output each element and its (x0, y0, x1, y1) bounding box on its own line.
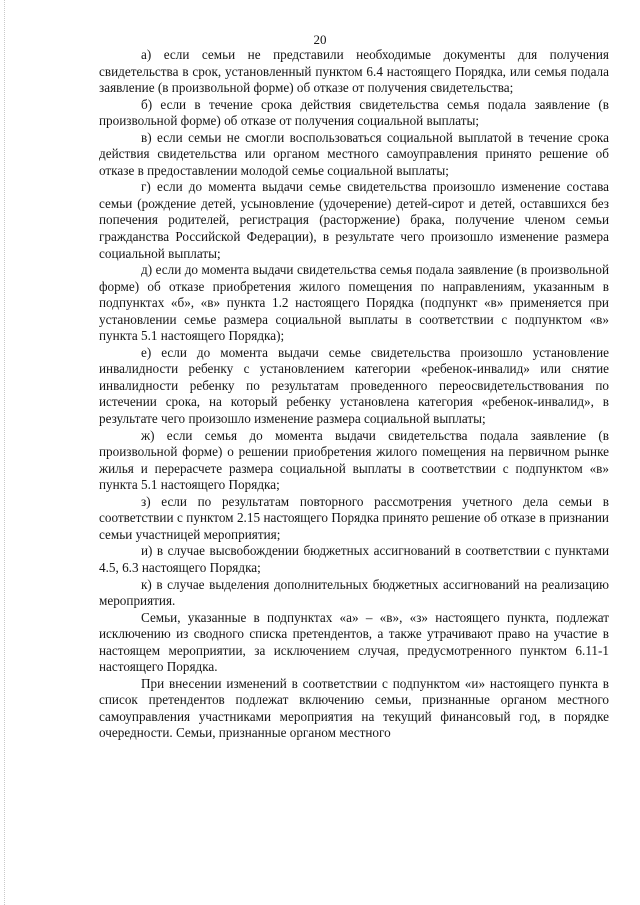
scan-edge-line (4, 0, 5, 905)
paragraph-inclusion-note: При внесении изменений в соответствии с подпунктом «и» настоящего пункта в список претендентов подлежат включению семьи, признанные органом местного самоуправления участниками мероприятия на текущий финансовый год, в порядке очередности. Семьи, признанные органом местного (99, 675, 609, 741)
paragraph-exclusion-note: Семьи, указанные в подпунктах «а» – «в», «з» настоящего пункта, подлежат исключению из сводного списка претендентов, а также утрачивают право на участие в настоящем мероприятии, за исключением случая, предусмотренного пунктом 6.11-1 настоящего Порядка. (99, 609, 609, 675)
paragraph-e: е) если до момента выдачи семье свидетельства произошло установление инвалидности ребенку с установлением категории «ребенок-инвалид» или снятие инвалидности ребенку по результатам проведенного переосвидетельствования по истечении срока, на который ребенку установлена категория «ребенок-инвалид», в результате чего произошло изменение размера социальной выплаты; (99, 344, 609, 427)
paragraph-b: б) если в течение срока действия свидетельства семья подала заявление (в произвольной форме) об отказе от получения социальной выплаты; (99, 96, 609, 129)
paragraph-z: з) если по результатам повторного рассмотрения учетного дела семьи в соответствии с пунктом 2.15 настоящего Порядка принято решение об отказе в признании семьи участницей мероприятия; (99, 493, 609, 542)
paragraph-k: к) в случае выделения дополнительных бюджетных ассигнований на реализацию мероприятия. (99, 576, 609, 609)
paragraph-a: а) если семьи не представили необходимые документы для получения свидетельства в срок, установленный пунктом 6.4 настоящего Порядка, или семья подала заявление (в произвольной форме) об отказе от получения свидетельства; (99, 47, 609, 96)
paragraph-zh: ж) если семья до момента выдачи свидетельства подала заявление (в произвольной форме) о решении приобретения жилого помещения на первичном рынке жилья и перерасчете размера социальной выплаты в соответствии с подпунктом «в» пункта 5.1 настоящего Порядка; (99, 427, 609, 493)
paragraph-g: г) если до момента выдачи семье свидетельства произошло изменение состава семьи (рождение детей, усыновление (удочерение) детей-сирот и детей, оставшихся без попечения родителей, регистрация (расторжение) брака, получение членом семьи гражданства Российской Федерации), в результате чего произошло изменение размера социальной выплаты; (99, 179, 609, 261)
page-number: 20 (313, 32, 327, 47)
paragraph-v: в) если семьи не смогли воспользоваться социальной выплатой в течение срока действия свидетельства или органом местного самоуправления принято решение об отказе в предоставлении молодой семье социальной выплаты; (99, 129, 609, 178)
document-body (99, 47, 609, 742)
paragraph-d: д) если до момента выдачи свидетельства семья подала заявление (в произвольной форме) об отказе приобретения жилого помещения по направлениям, указанным в подпунктах «б», «в» пункта 1.2 настоящего Порядка (подпункт «в» применяется при установлении семье размера социальной выплаты в соответствии с подпунктом «в» пункта 5.1 настоящего Порядка); (99, 262, 609, 344)
paragraph-i: и) в случае высвобождении бюджетных ассигнований в соответствии с пунктами 4.5, 6.3 настоящего Порядка; (99, 543, 609, 575)
